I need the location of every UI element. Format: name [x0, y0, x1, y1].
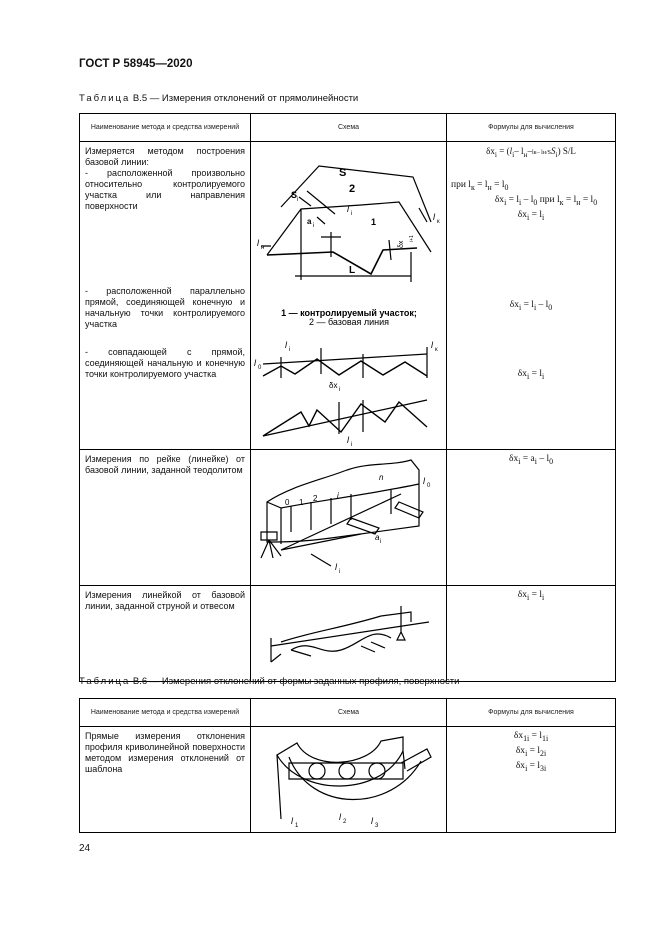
- svg-text:a: a: [307, 217, 312, 226]
- svg-text:1: 1: [295, 823, 299, 829]
- svg-text:δx: δx: [329, 381, 338, 390]
- column-header-method: Наименование метода и средства измерений: [80, 114, 251, 142]
- svg-text:S: S: [339, 167, 347, 179]
- formula-cell: [447, 450, 616, 586]
- straightness-diagrams: [251, 142, 447, 448]
- svg-text:i: i: [351, 211, 353, 217]
- svg-text:1: 1: [299, 498, 304, 507]
- svg-text:l: l: [335, 562, 337, 572]
- svg-text:1 — контролируемый участок;: 1 — контролируемый участок;: [281, 308, 417, 318]
- svg-text:0: 0: [258, 365, 262, 371]
- scheme-cell: [251, 450, 447, 586]
- svg-text:l: l: [254, 358, 256, 368]
- method-cell: Измеряется методом построения базовой линии: - расположенной произвольно относительно контролируемого участка или направления поверхности - расположенной параллельно прямой, соединяющей конечную и начальную точки контролируемого участка - совпадающей с прямой, соединяющей начальную и конечную точки контролируемого участка: [80, 142, 251, 450]
- column-header-method: Наименование метода и средства измерений: [80, 699, 251, 727]
- svg-text:l: l: [347, 204, 349, 214]
- svg-text:i: i: [337, 491, 339, 500]
- svg-text:l: l: [433, 212, 435, 222]
- svg-text:l: l: [291, 816, 293, 826]
- svg-text:2: 2: [343, 819, 347, 825]
- page-number: 24: [79, 843, 91, 854]
- string-plumb-diagram: [251, 586, 447, 676]
- svg-text:l: l: [347, 435, 349, 445]
- svg-text:l: l: [285, 340, 287, 350]
- formula-line: при $l_к = l_н = l_0$: [451, 180, 509, 192]
- formula-block: [447, 727, 615, 775]
- main-formula: $\delta x_i = (l_i-$ $l_н-lк-$ $lн/SS_i$) S/L: [486, 146, 576, 159]
- svg-text:2: 2: [313, 494, 318, 503]
- table-row: [80, 727, 616, 833]
- scheme-cell: [251, 586, 447, 682]
- formula-line: $\delta x_i = l_i$: [517, 209, 545, 222]
- svg-text:i: i: [289, 347, 291, 353]
- table-b5-caption: Таблица В.5 — Измерения отклонений от прямолинейности: [79, 93, 359, 104]
- formula-line: $\delta x_i = a_i - l_0$: [508, 454, 554, 466]
- formula-line: $\delta x_i = l_{2i}$: [515, 745, 547, 758]
- template-profile-diagram: [251, 727, 447, 827]
- svg-text:0: 0: [427, 483, 431, 489]
- svg-text:S: S: [291, 190, 298, 200]
- svg-text:a: a: [375, 533, 380, 542]
- svg-text:n: n: [379, 473, 384, 482]
- method-cell: Измерения по рейке (линейке) от базовой линии, заданной теодолитом: [80, 450, 251, 586]
- svg-text:2 — базовая линия: 2 — базовая линия: [308, 317, 390, 327]
- svg-text:i: i: [339, 387, 341, 393]
- svg-text:δx: δx: [398, 240, 405, 248]
- svg-text:l: l: [371, 816, 373, 826]
- formula-line: $\delta x_i = l_i$: [517, 590, 545, 602]
- svg-text:i: i: [313, 223, 315, 229]
- formula-line: $\delta x_{1i} = l_{1i}$: [513, 731, 549, 743]
- svg-text:i: i: [297, 197, 299, 203]
- svg-text:1: 1: [371, 217, 377, 227]
- svg-text:l: l: [339, 812, 341, 822]
- formula-cell: [447, 142, 616, 450]
- column-header-formulas: Формулы для вычисления: [447, 114, 616, 142]
- formula-block: [447, 142, 615, 382]
- column-header-scheme: Схема: [251, 114, 447, 142]
- svg-text:2: 2: [349, 183, 356, 195]
- svg-text:3: 3: [375, 823, 379, 829]
- svg-text:L: L: [349, 265, 356, 276]
- svg-text:i: i: [380, 539, 382, 545]
- table-row: [80, 450, 616, 586]
- svg-text:i: i: [351, 442, 353, 448]
- table-row: [80, 586, 616, 682]
- method-cell: Измерения линейкой от базовой линии, заданной струной и отвесом: [80, 586, 251, 682]
- svg-text:l: l: [423, 476, 425, 486]
- svg-text:l: l: [431, 340, 433, 350]
- column-header-scheme: Схема: [251, 699, 447, 727]
- formula-line: $\delta x_i = l_i - l_0$ при $l_к = l_н = l_0$: [494, 194, 598, 207]
- svg-text:i+1: i+1: [409, 235, 415, 242]
- column-header-formulas: Формулы для вычисления: [447, 699, 616, 727]
- rail-theodolite-diagram: [251, 450, 447, 580]
- svg-text:0: 0: [285, 498, 290, 507]
- formula-line: $\delta x_i = l_i$: [517, 368, 545, 381]
- svg-text:l: l: [257, 238, 259, 248]
- table-b6-caption: Таблица В.6 — Измерения отклонений от формы заданных профиля, поверхности: [79, 676, 460, 687]
- standard-header: ГОСТ Р 58945—2020: [79, 58, 193, 70]
- svg-text:к: к: [435, 347, 438, 353]
- table-row: [80, 142, 616, 450]
- svg-text:н: н: [261, 245, 265, 251]
- table-header-row: [80, 699, 616, 727]
- scheme-cell: [251, 727, 447, 833]
- formula-line: $\delta x_i = l_{3i}$: [515, 760, 547, 773]
- formula-line: $\delta x_i = l_i - l_0$: [509, 299, 553, 312]
- table-b5: [79, 113, 616, 682]
- svg-text:i: i: [339, 569, 341, 575]
- method-cell: Прямые измерения отклонения профиля криволинейной поверхности методом измерения отклонений от шаблона: [80, 727, 251, 833]
- scheme-cell: [251, 142, 447, 450]
- formula-cell: [447, 586, 616, 682]
- table-b6: [79, 698, 616, 833]
- table-header-row: [80, 114, 616, 142]
- formula-cell: [447, 727, 616, 833]
- svg-text:к: к: [437, 219, 440, 225]
